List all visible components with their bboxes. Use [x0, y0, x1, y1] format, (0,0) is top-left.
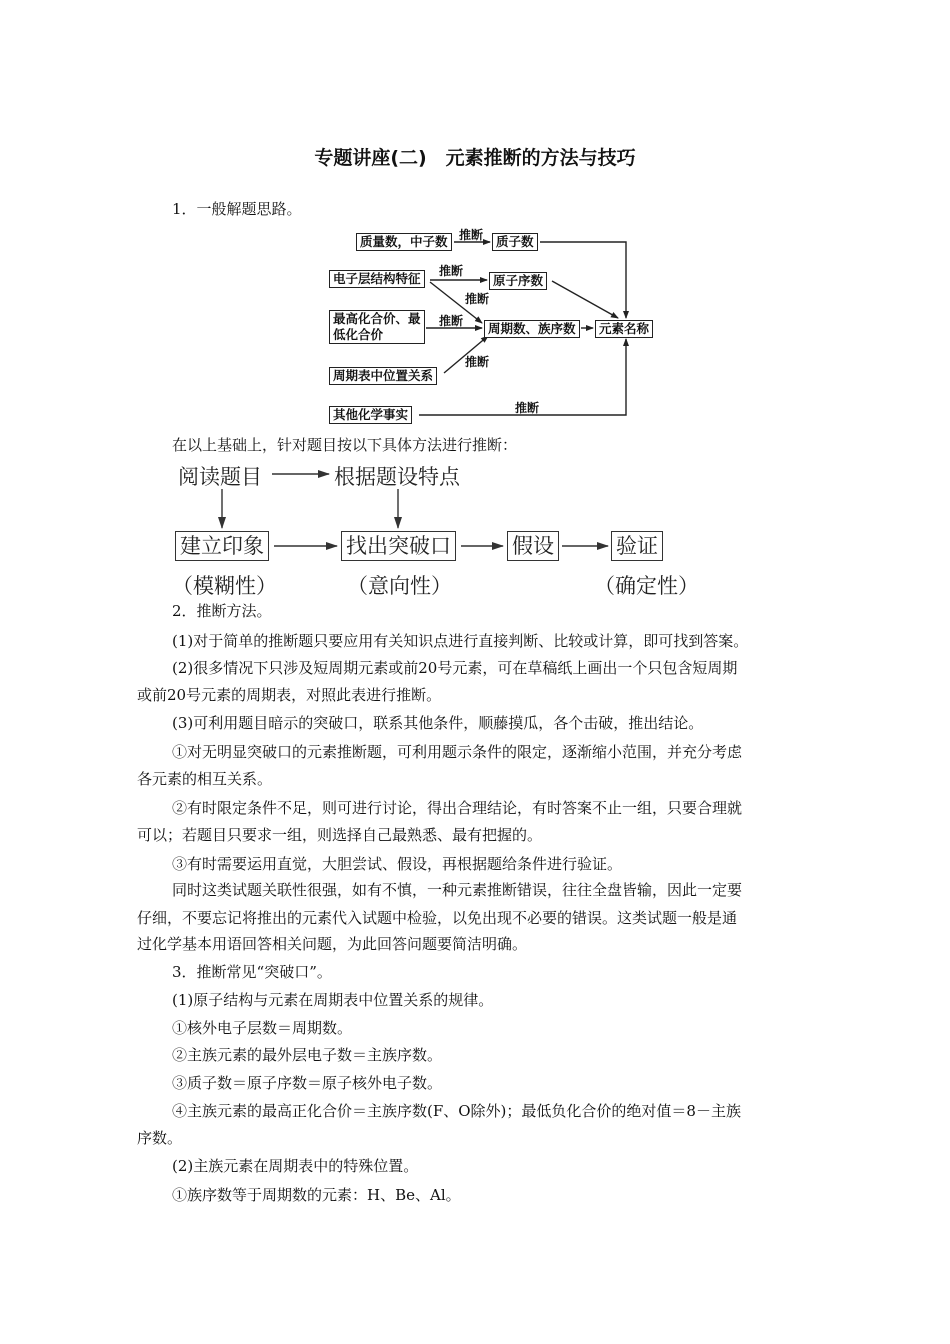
text-line: ④主族元素的最高正化合价＝主族序数(F、O除外)；最低负化合价的绝对值＝8－主族	[172, 1102, 741, 1120]
box-mass-neutron: 质量数，中子数	[356, 233, 452, 251]
note-certain: （确定性）	[594, 574, 699, 598]
text-line: 可以；若题目只要求一组，则选择自己最熟悉、最有把握的。	[137, 826, 543, 844]
box-find-breakpoint: 找出突破口	[341, 531, 456, 561]
text-line: (2)很多情况下只涉及短周期元素或前20号元素，可在草稿纸上画出一个只包含短周期	[172, 659, 738, 677]
text-line: 同时这类试题关联性很强，如有不慎，一种元素推断错误，往往全盘皆输，因此一定要	[172, 881, 743, 899]
text-line: 或前20号元素的周期表，对照此表进行推断。	[137, 686, 442, 704]
text-line: ①核外电子层数＝周期数。	[172, 1019, 353, 1037]
text-line: 序数。	[137, 1129, 183, 1147]
box-element-name: 元素名称	[595, 320, 653, 338]
text-line: ③质子数＝原子序数＝原子核外电子数。	[172, 1074, 443, 1092]
text-line: 过化学基本用语回答相关问题，为此回答问题要简洁明确。	[137, 935, 528, 953]
label-infer-1: 推断	[459, 228, 484, 242]
box-electron-shell: 电子层结构特征	[329, 270, 425, 288]
label-infer-4: 推断	[439, 314, 464, 328]
text-line: ①族序数等于周期数的元素：H、Be、Al。	[172, 1186, 461, 1204]
box-verify: 验证	[611, 531, 663, 561]
label-infer-5: 推断	[465, 355, 490, 369]
text-line: 仔细，不要忘记将推出的元素代入试题中检验，以免出现不必要的错误。这类试题一般是通	[137, 909, 738, 927]
text-line: ②主族元素的最外层电子数＝主族序数。	[172, 1046, 443, 1064]
label-infer-3: 推断	[465, 292, 490, 306]
box-valence-line1: 最高化合价、最	[333, 311, 421, 326]
text-line: 3．推断常见“突破口”。	[172, 963, 332, 981]
note-intent: （意向性）	[347, 574, 452, 598]
text-line: (3)可利用题目暗示的突破口，联系其他条件，顺藤摸瓜，各个击破，推出结论。	[172, 714, 704, 732]
box-period-group: 周期数、族序数	[484, 320, 580, 338]
box-atomic-number: 原子序数	[489, 272, 547, 290]
text-line: ③有时需要运用直觉，大胆尝试、假设，再根据题给条件进行验证。	[172, 855, 623, 873]
text-line: (2)主族元素在周期表中的特殊位置。	[172, 1157, 419, 1175]
box-other-facts: 其他化学事实	[329, 406, 412, 424]
step-read-question: 阅读题目	[178, 465, 262, 489]
box-assume: 假设	[507, 531, 559, 561]
text-line: (1)原子结构与元素在周期表中位置关系的规律。	[172, 991, 494, 1009]
text-line: ①对无明显突破口的元素推断题，可利用题示条件的限定，逐渐缩小范围，并充分考虑	[172, 743, 743, 761]
diagram-2-intro: 在以上基础上，针对题目按以下具体方法进行推断：	[172, 436, 518, 454]
page-title: 专题讲座(二) 元素推断的方法与技巧	[314, 147, 636, 169]
box-build-impression: 建立印象	[175, 531, 269, 561]
box-proton-number: 质子数	[492, 233, 538, 251]
text-line: (1)对于简单的推断题只要应用有关知识点进行直接判断、比较或计算，即可找到答案。	[172, 632, 749, 650]
text-line: 2．推断方法。	[172, 602, 272, 620]
step-question-features: 根据题设特点	[334, 465, 460, 489]
text-line: ②有时限定条件不足，则可进行讨论，得出合理结论，有时答案不止一组，只要合理就	[172, 799, 743, 817]
label-infer-6: 推断	[515, 401, 540, 415]
box-valence-line2: 低化合价	[333, 327, 384, 342]
text-line: 各元素的相互关系。	[137, 770, 273, 788]
label-infer-2: 推断	[439, 264, 464, 278]
section-1-heading: 1．一般解题思路。	[172, 200, 302, 218]
note-fuzzy: （模糊性）	[172, 574, 277, 598]
box-table-position: 周期表中位置关系	[329, 367, 437, 385]
